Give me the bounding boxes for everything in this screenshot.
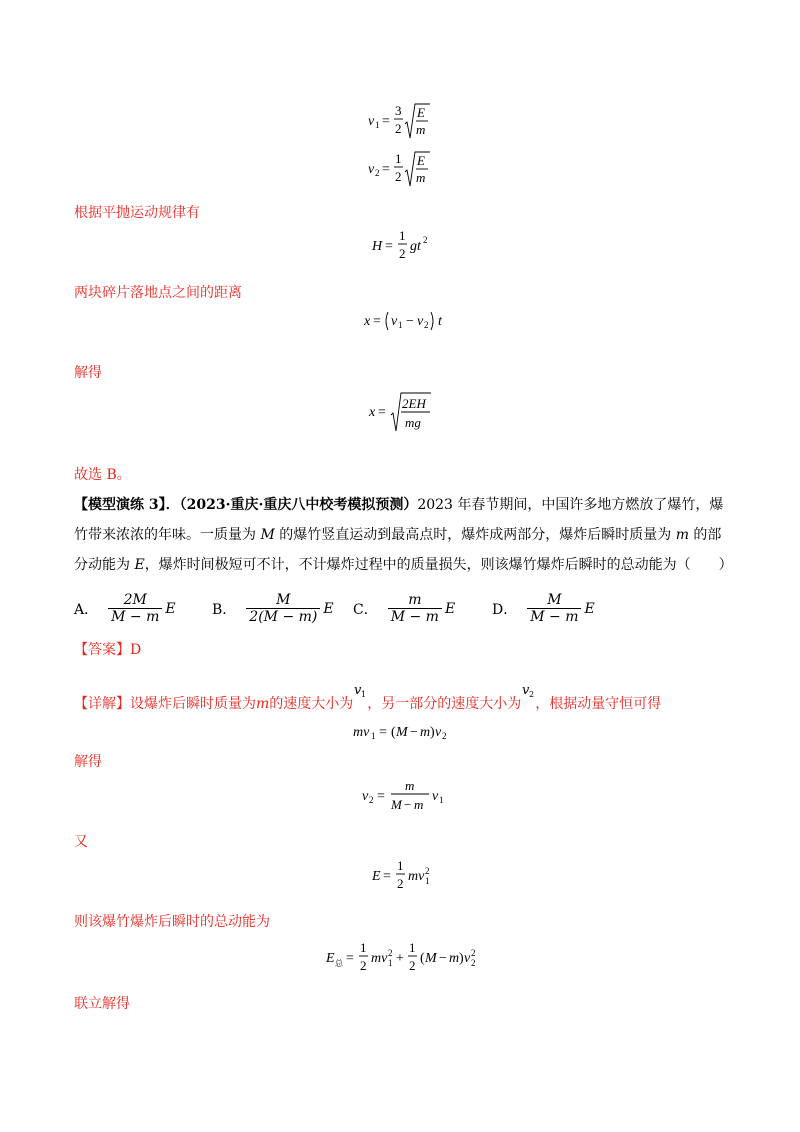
formula-height bbox=[372, 228, 442, 271]
svg-text:mg: mg bbox=[405, 415, 421, 430]
svg-text:v: v bbox=[464, 951, 471, 966]
option-label: D． bbox=[492, 601, 518, 618]
option-denominator: M − m bbox=[530, 609, 579, 625]
inline-v1 bbox=[353, 682, 367, 704]
svg-text:v: v bbox=[354, 683, 362, 698]
svg-text:2: 2 bbox=[471, 958, 476, 968]
option-numerator: m bbox=[388, 592, 442, 609]
formula-v2-solution bbox=[362, 776, 452, 821]
svg-text:x: x bbox=[364, 314, 371, 329]
svg-text:2: 2 bbox=[369, 795, 374, 805]
detail-text: ，另一部分的速度大小为 bbox=[367, 696, 522, 712]
formula-solution-x bbox=[369, 388, 439, 441]
svg-text:gt: gt bbox=[410, 239, 421, 254]
svg-text:=: = bbox=[383, 869, 391, 884]
svg-text:mv: mv bbox=[408, 869, 425, 884]
svg-text:+: + bbox=[396, 951, 404, 966]
option-tail: E bbox=[444, 600, 456, 617]
svg-text:−: − bbox=[406, 314, 414, 329]
svg-text:1: 1 bbox=[371, 731, 376, 741]
option-denominator: M − m bbox=[111, 609, 160, 625]
svg-text:2: 2 bbox=[424, 320, 429, 330]
formula-energy bbox=[372, 856, 442, 901]
svg-text:H: H bbox=[372, 239, 383, 254]
svg-text:E: E bbox=[326, 951, 335, 966]
svg-text:v: v bbox=[522, 683, 530, 698]
svg-text:v: v bbox=[432, 789, 439, 804]
svg-text:2: 2 bbox=[529, 690, 535, 698]
svg-text:1: 1 bbox=[425, 876, 430, 886]
svg-text:v: v bbox=[368, 114, 375, 129]
text-line: 联立解得 bbox=[74, 996, 130, 1012]
text-line: 解得 bbox=[74, 754, 102, 770]
option-label: A． bbox=[74, 601, 99, 618]
formula-total-energy bbox=[326, 938, 486, 983]
text-line: 根据平抛运动规律有 bbox=[74, 205, 200, 221]
svg-text:总: 总 bbox=[335, 959, 343, 968]
svg-text:1: 1 bbox=[398, 320, 403, 330]
svg-text:): ) bbox=[430, 725, 435, 740]
svg-text:M: M bbox=[391, 797, 402, 812]
svg-text:m: m bbox=[416, 122, 426, 137]
svg-text:v: v bbox=[417, 314, 424, 329]
answer-line: 【答案】D bbox=[74, 642, 142, 658]
svg-text:2: 2 bbox=[395, 169, 402, 184]
option-tail: E bbox=[165, 600, 176, 617]
svg-text:1: 1 bbox=[399, 228, 406, 243]
svg-text:2EH: 2EH bbox=[402, 396, 426, 411]
svg-text:1: 1 bbox=[397, 858, 404, 873]
svg-text:(: ( bbox=[391, 725, 396, 740]
svg-text:t: t bbox=[438, 314, 442, 329]
svg-text:E: E bbox=[417, 105, 425, 120]
text-line: 又 bbox=[74, 834, 88, 850]
formula-v2 bbox=[368, 148, 438, 195]
svg-text:2: 2 bbox=[395, 121, 402, 136]
text-line: 解得 bbox=[74, 365, 102, 381]
formula-distance bbox=[364, 306, 454, 341]
question-text: 的部分动能为 bbox=[74, 527, 722, 573]
svg-text:m: m bbox=[414, 797, 424, 812]
svg-text:v: v bbox=[368, 162, 375, 177]
svg-text:E: E bbox=[372, 869, 381, 884]
detail-text: 【详解】设爆炸后瞬时质量为 bbox=[74, 696, 256, 712]
svg-text:m: m bbox=[405, 778, 415, 793]
svg-text:2: 2 bbox=[360, 958, 367, 973]
svg-text:mv: mv bbox=[353, 725, 370, 740]
var-m: m bbox=[675, 527, 689, 543]
svg-text:M: M bbox=[425, 951, 437, 966]
option-numerator: 2M bbox=[108, 592, 162, 609]
var-m: m bbox=[256, 696, 270, 712]
question-text: 的爆竹竖直运动到最高点时，爆炸成两部分，爆炸后瞬时质量为 bbox=[274, 527, 676, 543]
option-tail: E bbox=[323, 600, 334, 617]
svg-text:2: 2 bbox=[471, 948, 476, 958]
svg-text:1: 1 bbox=[360, 940, 367, 955]
svg-text:m: m bbox=[416, 170, 426, 185]
formula-momentum bbox=[353, 720, 453, 749]
option-tail: E bbox=[584, 600, 595, 617]
option-d[interactable] bbox=[492, 592, 595, 625]
svg-text:2: 2 bbox=[442, 731, 447, 741]
question-paragraph bbox=[74, 490, 734, 580]
svg-text:1: 1 bbox=[409, 940, 416, 955]
svg-text:mv: mv bbox=[371, 951, 388, 966]
var-M: M bbox=[260, 527, 275, 543]
svg-text:=: = bbox=[373, 314, 381, 329]
option-label: C． bbox=[353, 601, 378, 618]
svg-text:−: − bbox=[404, 797, 412, 812]
svg-text:2: 2 bbox=[409, 958, 416, 973]
svg-text:(: ( bbox=[420, 951, 425, 966]
svg-text:=: = bbox=[382, 162, 390, 177]
text-line: 两块碎片落地点之间的距离 bbox=[74, 285, 242, 301]
inline-v2 bbox=[521, 682, 535, 704]
svg-text:m: m bbox=[420, 725, 431, 740]
text-line: 则该爆竹爆炸后瞬时的总动能为 bbox=[74, 914, 270, 930]
option-denominator: 2(M − m) bbox=[249, 609, 318, 625]
svg-text:1: 1 bbox=[439, 795, 444, 805]
svg-text:2: 2 bbox=[397, 876, 404, 891]
svg-text:M: M bbox=[396, 725, 408, 740]
detail-text: ，根据动量守恒可得 bbox=[535, 696, 662, 712]
svg-text:=: = bbox=[379, 725, 387, 740]
svg-text:2: 2 bbox=[425, 866, 430, 876]
svg-text:=: = bbox=[385, 239, 393, 254]
svg-text:−: − bbox=[410, 725, 418, 740]
svg-text:E: E bbox=[417, 153, 425, 168]
detail-text: 的速度大小为 bbox=[269, 696, 354, 712]
svg-text:=: = bbox=[378, 405, 386, 420]
option-numerator: M bbox=[246, 592, 320, 609]
option-label: B． bbox=[212, 601, 237, 618]
svg-text:=: = bbox=[377, 789, 385, 804]
text-line: 故选 B。 bbox=[74, 467, 131, 483]
option-b[interactable] bbox=[212, 592, 334, 625]
option-denominator: M − m bbox=[390, 609, 439, 625]
svg-text:1: 1 bbox=[388, 958, 393, 968]
svg-text:m: m bbox=[449, 951, 460, 966]
question-header: 【模型演练 3】．（2023·重庆·重庆八中校考模拟预测） bbox=[74, 497, 418, 513]
svg-text:−: − bbox=[439, 951, 447, 966]
svg-text:1: 1 bbox=[395, 151, 402, 166]
svg-text:x: x bbox=[369, 405, 376, 420]
option-numerator: M bbox=[527, 592, 581, 609]
detail-line bbox=[74, 682, 661, 714]
svg-text:): ) bbox=[459, 951, 464, 966]
svg-text:2: 2 bbox=[388, 948, 393, 958]
svg-text:3: 3 bbox=[395, 103, 402, 118]
formula-v1 bbox=[368, 100, 438, 147]
svg-text:1: 1 bbox=[361, 690, 367, 698]
svg-text:=: = bbox=[382, 114, 390, 129]
svg-text:1: 1 bbox=[375, 120, 380, 130]
svg-text:2: 2 bbox=[375, 168, 380, 178]
question-text: ，爆炸时间极短可不计，不计爆炸过程中的质量损失，则该爆竹爆炸后瞬时的总动能为（ ） bbox=[144, 557, 733, 573]
svg-text:2: 2 bbox=[423, 235, 428, 245]
question-text: 2023 年春节期间，中国许多地方燃放了爆竹，爆竹带来浓浓的年味。一质量为 bbox=[74, 497, 724, 543]
svg-text:v: v bbox=[362, 789, 369, 804]
svg-text:v: v bbox=[435, 725, 442, 740]
var-E: E bbox=[134, 557, 145, 573]
svg-text:v: v bbox=[391, 314, 398, 329]
option-a[interactable] bbox=[74, 592, 176, 625]
option-c[interactable] bbox=[353, 592, 455, 625]
svg-text:=: = bbox=[346, 951, 354, 966]
svg-text:2: 2 bbox=[399, 246, 406, 261]
